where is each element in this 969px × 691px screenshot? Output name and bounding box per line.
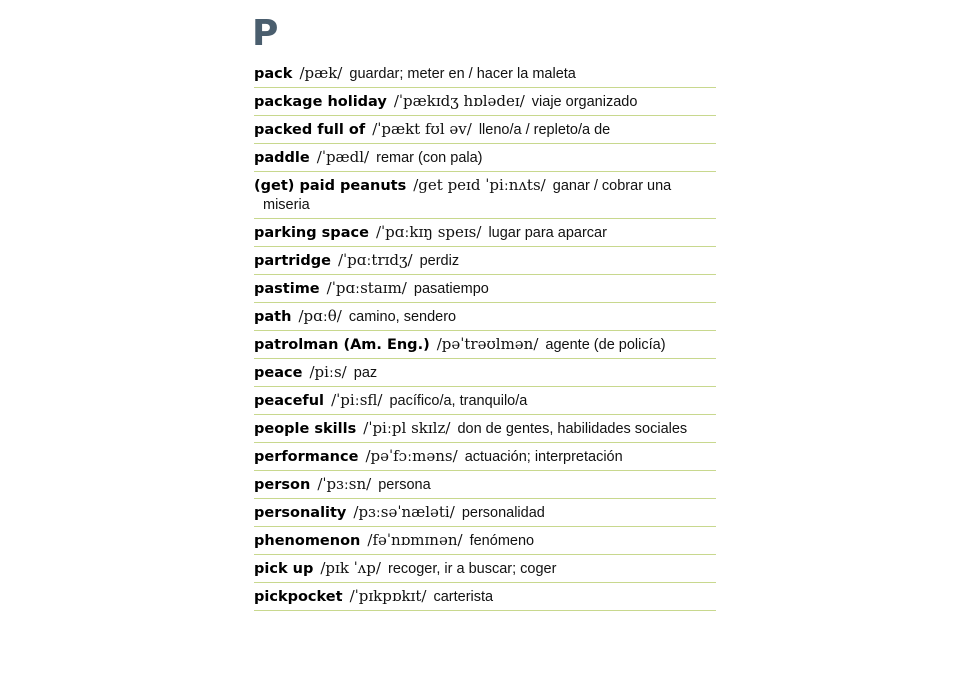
entry-pronunciation: /pɑːθ/ <box>298 307 342 325</box>
entry-translation: recoger, ir a buscar; coger <box>387 561 557 577</box>
entry-pronunciation: /ˈpɜːsn/ <box>317 475 372 493</box>
entry-translation: remar (con pala) <box>376 150 483 166</box>
entry-pronunciation: /ˈpiːpl skɪlz/ <box>363 419 451 437</box>
entry-headword: (get) paid peanuts <box>254 178 407 194</box>
glossary-entry <box>254 499 716 527</box>
entry-headword: pack <box>254 66 293 82</box>
glossary-entry <box>254 387 716 415</box>
entry-pronunciation: /ˈpækt fʊl əv/ <box>372 120 472 138</box>
entry-pronunciation: /pɜːsəˈnæləti/ <box>353 503 455 521</box>
entry-pronunciation: /fəˈnɒmɪnən/ <box>367 531 463 549</box>
glossary-entry <box>254 471 716 499</box>
glossary-entry <box>254 144 716 172</box>
entry-headword: person <box>254 477 311 493</box>
entry-headword: peace <box>254 365 303 381</box>
glossary-entry <box>254 527 716 555</box>
entry-pronunciation: /ˈpɑːkɪŋ speɪs/ <box>375 223 482 241</box>
glossary-entry <box>254 172 716 219</box>
glossary-list <box>254 60 716 611</box>
glossary-entry <box>254 359 716 387</box>
entry-headword: package holiday <box>254 94 387 110</box>
entry-headword: parking space <box>254 225 369 241</box>
entry-pronunciation: /pəˈtrəʊlmən/ <box>436 335 539 353</box>
entry-translation: carterista <box>433 589 494 605</box>
entry-headword: pickpocket <box>254 589 343 605</box>
entry-headword: patrolman (Am. Eng.) <box>254 337 430 353</box>
entry-headword: personality <box>254 505 347 521</box>
entry-translation: guardar; meter en / hacer la maleta <box>349 66 576 82</box>
glossary-entry <box>254 583 716 611</box>
entry-headword: path <box>254 309 292 325</box>
glossary-entry <box>254 88 716 116</box>
entry-pronunciation: /piːs/ <box>309 363 347 381</box>
entry-translation: don de gentes, habilidades sociales <box>457 421 688 437</box>
entry-translation: persona <box>378 477 431 493</box>
glossary-entry <box>254 275 716 303</box>
entry-pronunciation: /ˈpɑːstaɪm/ <box>326 279 407 297</box>
glossary-entry <box>254 331 716 359</box>
entry-headword: pick up <box>254 561 314 577</box>
entry-translation: fenómeno <box>469 533 535 549</box>
glossary-entry <box>254 303 716 331</box>
entry-pronunciation: /ˈpiːsfl/ <box>331 391 383 409</box>
entry-headword: peaceful <box>254 393 325 409</box>
entry-headword: pastime <box>254 281 320 297</box>
entry-translation: agente (de policía) <box>545 337 666 353</box>
entry-translation: viaje organizado <box>531 94 638 110</box>
glossary-entry <box>254 443 716 471</box>
entry-headword: people skills <box>254 421 357 437</box>
entry-pronunciation: /pæk/ <box>299 64 343 82</box>
glossary-entry <box>254 415 716 443</box>
glossary-entry <box>254 247 716 275</box>
entry-headword: partridge <box>254 253 331 269</box>
entry-translation: actuación; interpretación <box>464 449 623 465</box>
glossary-page <box>254 14 716 611</box>
entry-translation: pasatiempo <box>413 281 489 297</box>
entry-translation: camino, sendero <box>348 309 457 325</box>
entry-pronunciation: /pɪk ˈʌp/ <box>320 559 381 577</box>
entry-translation: ganar / cobrar una miseria <box>263 178 672 213</box>
entry-translation: personalidad <box>461 505 545 521</box>
glossary-entry <box>254 60 716 88</box>
entry-translation: perdiz <box>419 253 460 269</box>
entry-headword: packed full of <box>254 122 366 138</box>
entry-headword: paddle <box>254 150 310 166</box>
entry-pronunciation: /ˈpædl/ <box>316 148 370 166</box>
entry-pronunciation: /ˈpɑːtrɪdʒ/ <box>338 251 413 269</box>
section-letter: P <box>252 13 279 54</box>
entry-pronunciation: /get peɪd ˈpiːnʌts/ <box>413 176 546 194</box>
entry-pronunciation: /ˈpɪkpɒkɪt/ <box>349 587 427 605</box>
entry-translation: paz <box>353 365 378 381</box>
glossary-entry <box>254 219 716 247</box>
glossary-entry <box>254 555 716 583</box>
entry-pronunciation: /ˈpækɪdʒ hɒlədeɪ/ <box>393 92 525 110</box>
entry-headword: performance <box>254 449 359 465</box>
glossary-entry <box>254 116 716 144</box>
entry-headword: phenomenon <box>254 533 361 549</box>
entry-pronunciation: /pəˈfɔːməns/ <box>365 447 458 465</box>
entry-translation: lugar para aparcar <box>488 225 607 241</box>
entry-translation: pacífico/a, tranquilo/a <box>389 393 528 409</box>
entry-translation: lleno/a / repleto/a de <box>478 122 611 138</box>
